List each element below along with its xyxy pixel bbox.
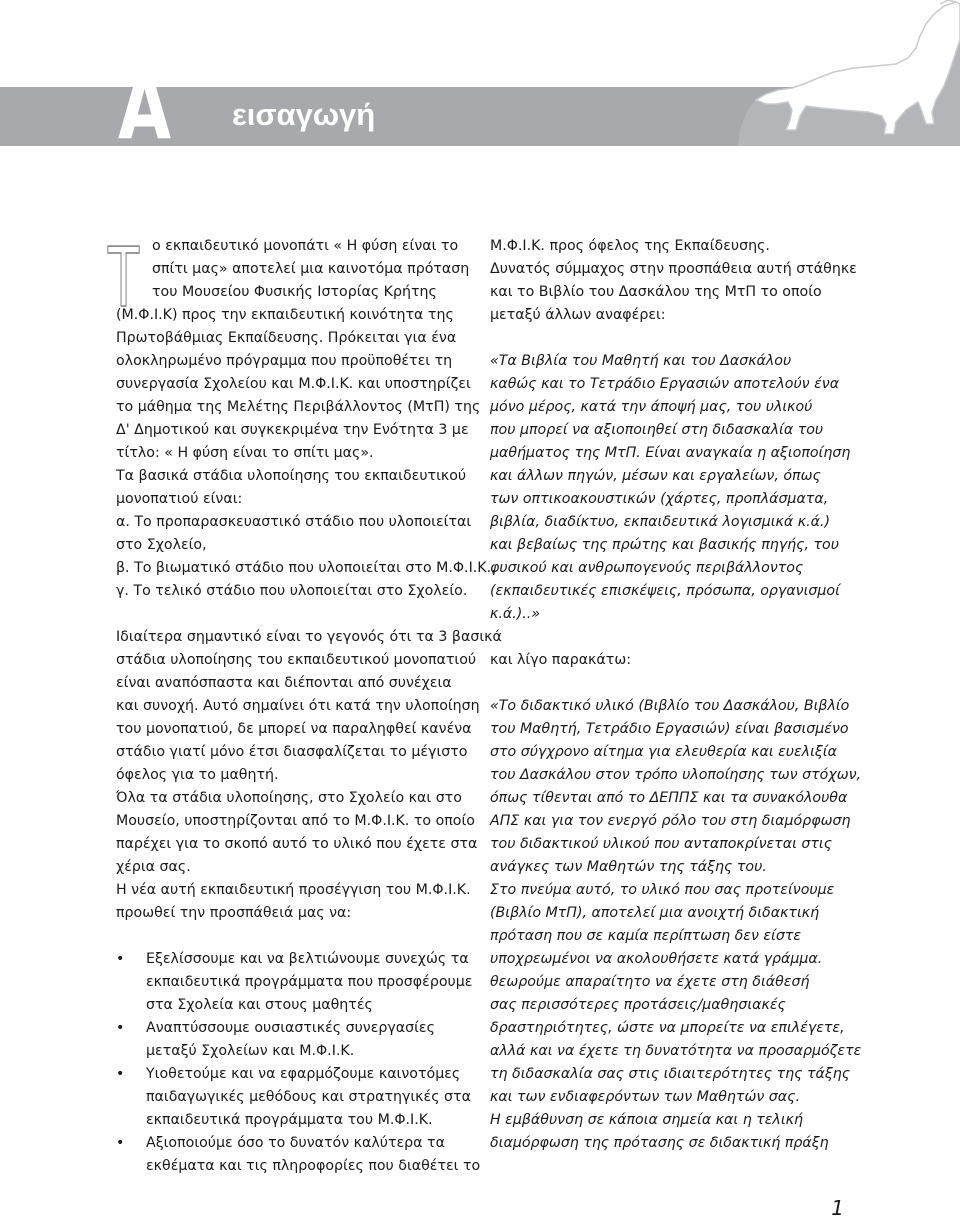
list-item-line: εκθέματα και τις πληροφορίες που διαθέτει το xyxy=(146,1158,481,1174)
quote-line: δραστηριότητες, ώστε να μπορείτε να επιλέγετε, xyxy=(490,1020,845,1036)
quote-line: διαμόρφωση της πρότασης σε διδακτική πράξη xyxy=(490,1135,829,1151)
text-line: α. Το προπαρασκευαστικό στάδιο που υλοποιείται xyxy=(116,514,472,530)
goals-list xyxy=(116,948,481,1178)
quote-line: των οπτικοακουστικών (χάρτες, προπλάσματα, xyxy=(490,491,829,507)
quote-line: αλλά και να έχετε τη δυνατότητα να προσαρμόζετε xyxy=(490,1043,862,1059)
text-line: προωθεί την προσπάθειά μας να: xyxy=(116,905,352,921)
list-item-line: εκπαιδευτικά προγράμματα που προσφέρουμε xyxy=(146,974,473,990)
list-item xyxy=(116,1132,481,1178)
text-line: όφελος για το μαθητή. xyxy=(116,767,279,783)
quote-line: του Μαθητή, Τετράδιο Εργασιών) είναι βασισμένο xyxy=(490,721,849,737)
text-line: τίτλο: « Η φύση είναι το σπίτι μας». xyxy=(116,445,374,461)
quote-line: μαθήματος της ΜτΠ. Είναι αναγκαία η αξιοποίηση xyxy=(490,445,851,461)
text-line: χέρια σας. xyxy=(116,859,191,875)
text-line: είναι αναπόσπαστα και διέπονται από συνέχεια xyxy=(116,675,452,691)
text-line: συνεργασία Σχολείου και Μ.Φ.Ι.Κ. και υποστηρίζει xyxy=(116,376,471,392)
text-line: στάδια υλοποίησης του εκπαιδευτικού μονοπατιού xyxy=(116,652,477,668)
quote-line: που μπορεί να αξιοποιηθεί στη διδασκαλία του xyxy=(490,422,824,438)
section-letter: A xyxy=(118,56,172,159)
quote-line: και άλλων πηγών, μέσων και εργαλείων, όπως xyxy=(490,468,821,484)
quote-line: του διδακτικού υλικού που ανταποκρίνεται στις xyxy=(490,836,833,852)
quote-line: του Δασκάλου στον τρόπο υλοποίησης των στόχων, xyxy=(490,767,862,783)
quote-line: κ.ά.)..» xyxy=(490,606,541,622)
drop-cap-letter: Τ xyxy=(108,231,140,326)
text-line: Η νέα αυτή εκπαιδευτική προσέγγιση του Μ.Φ.Ι.Κ. xyxy=(116,882,471,898)
list-item-line: εκπαιδευτικά προγράμματα του Μ.Φ.Ι.Κ. xyxy=(146,1112,433,1128)
text-line: του μονοπατιού, δε μπορεί να παραληφθεί κανένα xyxy=(116,721,472,737)
list-item-line: • Αναπτύσσουμε ουσιαστικές συνεργασίες xyxy=(146,1020,435,1036)
quote-line: θεωρούμε απαραίτητο να έχετε στη διάθεσή xyxy=(490,974,810,990)
right-column xyxy=(490,235,862,1155)
list-item-line: παιδαγωγικές μεθόδους και στρατηγικές στα xyxy=(146,1089,471,1105)
text-line: Μουσείο, υποστηρίζονται από το Μ.Φ.Ι.Κ. το οποίο xyxy=(116,813,475,829)
list-item-line: • Υιοθετούμε και να εφαρμόζουμε καινοτόμες xyxy=(146,1066,461,1082)
list-item-line: • Εξελίσσουμε και να βελτιώνουμε συνεχώς τα xyxy=(146,951,469,967)
quote-line: όπως τίθενται από το ΔΕΠΠΣ και τα συνακόλουθα xyxy=(490,790,848,806)
text-line: παρέχει για το σκοπό αυτό το υλικό που έχετε στα xyxy=(116,836,478,852)
quote-line: τη διδασκαλία σας στις ιδιαιτερότητες της τάξης xyxy=(490,1066,851,1082)
text-line: μονοπατιού είναι: xyxy=(116,491,243,507)
text-line: και το Βιβλίο του Δασκάλου της ΜτΠ το οποίο xyxy=(490,284,822,300)
text-line: και λίγο παρακάτω: xyxy=(490,652,631,668)
quote-line: φυσικού και ανθρωπογενούς περιβάλλοντος xyxy=(490,560,804,576)
quote-line: στο σύγχρονο αίτημα για ελευθερία και ευελιξία xyxy=(490,744,837,760)
list-item-line: στα Σχολεία και στους μαθητές xyxy=(146,997,373,1013)
quote-line: και βεβαίως της πρώτης και βασικής πηγής, του xyxy=(490,537,839,553)
quote-line: πρόταση που σε καμία περίπτωση δεν είστε xyxy=(490,928,802,944)
list-item xyxy=(116,1063,476,1132)
text-line: Τα βασικά στάδια υλοποίησης του εκπαιδευτικού xyxy=(116,468,467,484)
quote-line: «Τα Βιβλία του Μαθητή και του Δασκάλου xyxy=(490,353,792,369)
text-line: (Μ.Φ.Ι.Κ) προς την εκπαιδευτική κοινότητα της xyxy=(116,307,454,323)
text-line: Πρωτοβάθμιας Εκπαίδευσης. Πρόκειται για ένα xyxy=(116,330,457,346)
text-line: στο Σχολείο, xyxy=(116,537,207,553)
list-item-line: • Αξιοποιούμε όσο το δυνατόν καλύτερα τα xyxy=(146,1135,445,1151)
intro-line: σπίτι μας» αποτελεί μια καινοτόμα πρόταση xyxy=(152,261,470,277)
quote-line: σας περισσότερες προτάσεις/μαθησιακές xyxy=(490,997,786,1013)
text-line: Δ' Δημοτικού και συγκεκριμένα την Ενότητα 3 με xyxy=(116,422,469,438)
quote-line: υποχρεωμένοι να ακολουθήσετε κατά γράμμα. xyxy=(490,951,823,967)
text-line: β. Το βιωματικό στάδιο που υλοποιείται στο Μ.Φ.Ι.Κ., xyxy=(116,560,496,576)
quote-line: (εκπαιδευτικές επισκέψεις, πρόσωπα, οργανισμοί xyxy=(490,583,840,599)
left-column xyxy=(116,235,502,1178)
quote-line: Στο πνεύμα αυτό, το υλικό που σας προτείνουμε xyxy=(490,882,835,898)
page-number: 1 xyxy=(831,1196,844,1220)
quote-line: ΑΠΣ και για τον ενεργό ρόλο του στη διαμόρφωση xyxy=(490,813,851,829)
quote-line: Η εμβάθυνση σε κάποια σημεία και η τελική xyxy=(490,1112,803,1128)
text-line: μεταξύ άλλων αναφέρει: xyxy=(490,307,666,323)
intro-line: ο εκπαιδευτικό μονοπάτι « Η φύση είναι το xyxy=(152,238,459,254)
text-line: Δυνατός σύμμαχος στην προσπάθεια αυτή στάθηκε xyxy=(490,261,857,277)
quote-line: βιβλία, διαδίκτυο, εκπαιδευτικά λογισμικά κ.ά.) xyxy=(490,514,831,530)
quote-line: (Βιβλίο ΜτΠ), αποτελεί μια ανοιχτή διδακτική xyxy=(490,905,820,921)
howling-wolf-icon xyxy=(730,0,960,146)
text-line: Μ.Φ.Ι.Κ. προς όφελος της Εκπαίδευσης. xyxy=(490,238,770,254)
text-line: στάδιο γιατί μόνο έτσι διασφαλίζεται το μέγιστο xyxy=(116,744,468,760)
text-line: Όλα τα στάδια υλοποίησης, στο Σχολείο και στο xyxy=(116,790,462,806)
section-title: εισαγωγή xyxy=(232,97,376,132)
list-item xyxy=(116,948,476,1017)
text-line: ολοκληρωμένο πρόγραμμα που προϋποθέτει τη xyxy=(116,353,453,369)
text-line: γ. Το τελικό στάδιο που υλοποιείται στο Σχολείο. xyxy=(116,583,468,599)
quote-line: «Το διδακτικό υλικό (Βιβλίο του Δασκάλου, Βιβλίο xyxy=(490,698,850,714)
text-line: το μάθημα της Μελέτης Περιβάλλοντος (ΜτΠ) της xyxy=(116,399,481,415)
text-line: Ιδιαίτερα σημαντικό είναι το γεγονός ότι τα 3 βασικά xyxy=(116,629,502,645)
quote-line: καθώς και το Τετράδιο Εργασιών αποτελούν ένα xyxy=(490,376,840,392)
quote-line: μόνο μέρος, κατά την άποψή μας, του υλικού xyxy=(490,399,813,415)
quote-line: ανάγκες των Μαθητών της τάξης του. xyxy=(490,859,767,875)
list-item-line: μεταξύ Σχολείων και Μ.Φ.Ι.Κ. xyxy=(146,1043,355,1059)
intro-line: του Μουσείου Φυσικής Ιστορίας Κρήτης xyxy=(152,284,437,300)
text-line: και συνοχή. Αυτό σημαίνει ότι κατά την υλοποίηση xyxy=(116,698,480,714)
list-item xyxy=(116,1017,476,1063)
quote-line: και των ενδιαφερόντων των Μαθητών σας. xyxy=(490,1089,800,1105)
